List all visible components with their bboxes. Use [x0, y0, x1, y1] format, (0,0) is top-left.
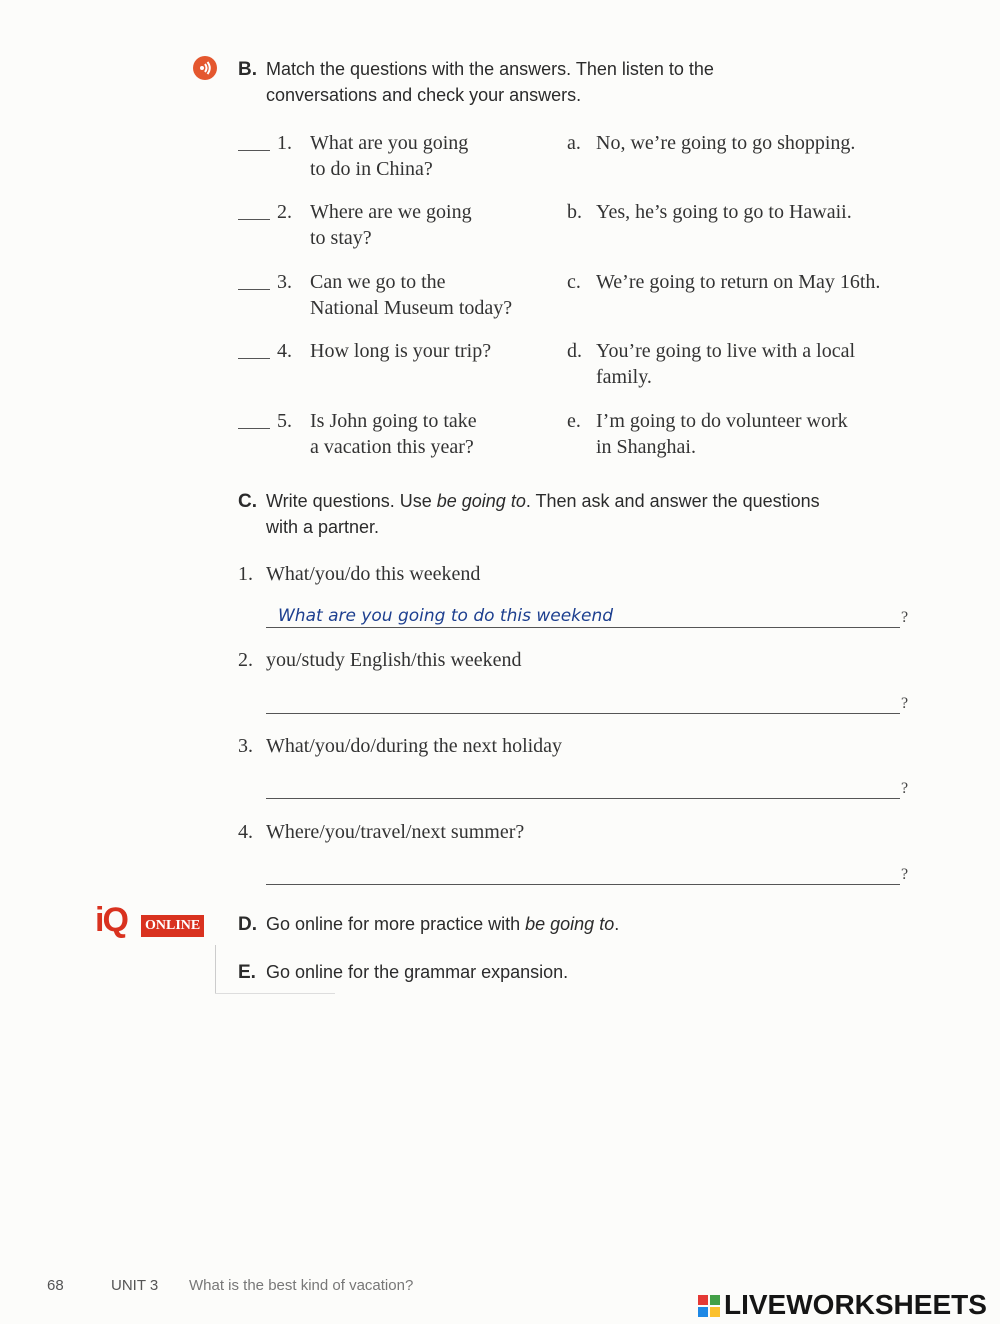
liveworksheets-text: LIVEWORKSHEETS [724, 1289, 987, 1320]
section-c-letter: C. [238, 491, 257, 512]
section-b-instruction: Match the questions with the answers. Then listen to the conversations and check your answers. [266, 59, 714, 105]
unit-label: UNIT 3 [111, 1277, 159, 1294]
divider [215, 945, 216, 993]
answer-letter: c. [567, 271, 581, 293]
question-text: How long is your trip? [310, 340, 492, 362]
page-number: 68 [47, 1277, 64, 1294]
answer-line [266, 798, 900, 799]
section-c-instruction: Write questions. Use be going to. Then ask and answer the questions with a partner. [266, 491, 820, 537]
item-prompt: Where/you/travel/next summer? [266, 821, 525, 843]
question-number: 4. [277, 340, 292, 362]
question-mark: ? [901, 695, 909, 712]
question-text: Is John going to take a vacation this year? [310, 410, 477, 458]
answer-letter: e. [567, 410, 581, 432]
question-mark: ? [901, 609, 909, 626]
match-blank-4[interactable] [238, 358, 270, 359]
question-number: 2. [277, 201, 292, 223]
question-text: What are you going to do in China? [310, 132, 469, 180]
online-badge: ONLINE [141, 915, 204, 937]
item-number: 1. [238, 563, 253, 585]
section-d-letter: D. [238, 914, 257, 935]
section-d-text[interactable]: Go online for more practice with be going to. [266, 914, 620, 934]
divider [215, 993, 335, 994]
match-blank-5[interactable] [238, 428, 270, 429]
answer-input-1[interactable]: What are you going to do this weekend [278, 606, 614, 626]
answer-text: We’re going to return on May 16th. [596, 271, 881, 293]
answer-line [266, 627, 900, 628]
section-e-text[interactable]: Go online for the grammar expansion. [266, 962, 569, 982]
match-blank-1[interactable] [238, 150, 270, 151]
match-blank-3[interactable] [238, 289, 270, 290]
answer-letter: b. [567, 201, 582, 223]
liveworksheets-icon [698, 1295, 720, 1317]
item-number: 2. [238, 649, 253, 671]
match-blank-2[interactable] [238, 219, 270, 220]
section-e-letter: E. [238, 962, 256, 983]
question-number: 5. [277, 410, 292, 432]
answer-text: You’re going to live with a local family. [596, 340, 856, 388]
audio-play-icon[interactable] [193, 56, 217, 80]
unit-title: What is the best kind of vacation? [189, 1277, 414, 1294]
item-prompt: What/you/do this weekend [266, 563, 481, 585]
question-text: Where are we going to stay? [310, 201, 472, 249]
item-number: 3. [238, 735, 253, 757]
answer-letter: a. [567, 132, 581, 154]
question-number: 1. [277, 132, 292, 154]
answer-text: I’m going to do volunteer work in Shanghai. [596, 410, 848, 458]
iq-mark: iQ [95, 901, 127, 939]
question-mark: ? [901, 866, 909, 883]
item-prompt: What/you/do/during the next holiday [266, 735, 563, 757]
question-text: Can we go to the National Museum today? [310, 271, 513, 319]
answer-text: No, we’re going to go shopping. [596, 132, 856, 154]
item-number: 4. [238, 821, 253, 843]
item-prompt: you/study English/this weekend [266, 649, 522, 671]
question-number: 3. [277, 271, 292, 293]
answer-letter: d. [567, 340, 582, 362]
answer-line [266, 884, 900, 885]
question-mark: ? [901, 780, 909, 797]
section-b-letter: B. [238, 59, 257, 80]
answer-text: Yes, he’s going to go to Hawaii. [596, 201, 852, 223]
answer-line [266, 713, 900, 714]
iq-online-logo [95, 903, 213, 943]
